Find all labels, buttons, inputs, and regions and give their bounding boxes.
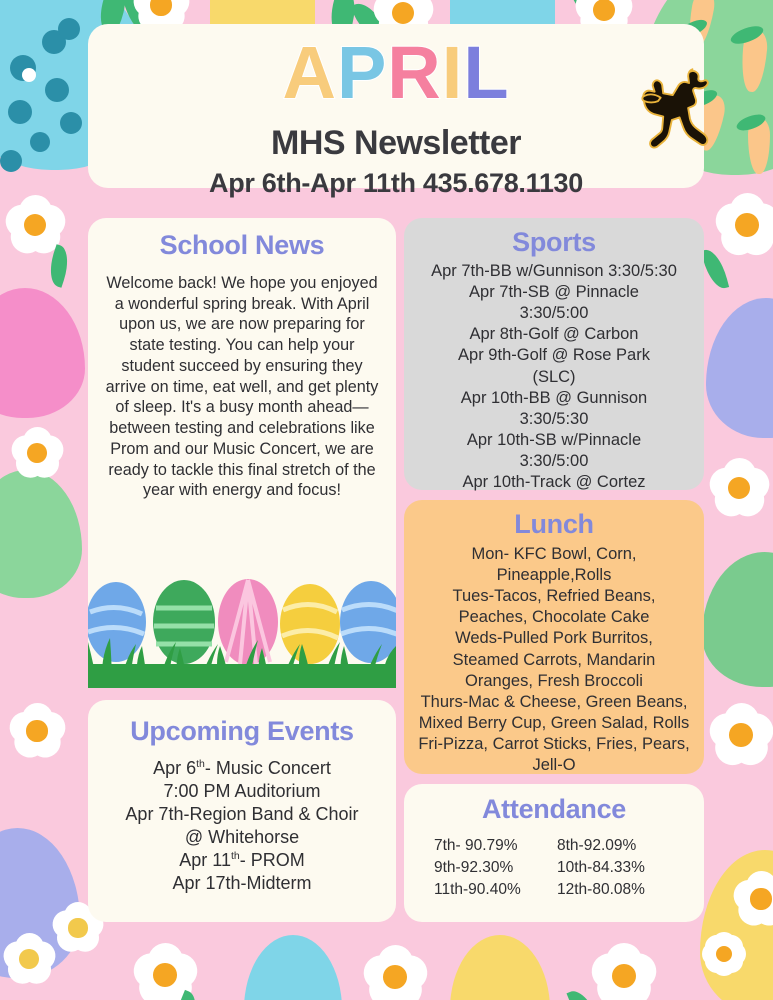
- attendance-cell: 9th-92.30%: [434, 859, 514, 876]
- blue-egg-bottom: [244, 935, 342, 1000]
- lunch-card: [404, 500, 704, 774]
- sports-list: [404, 258, 704, 493]
- green-egg-left: [0, 470, 82, 598]
- lunch-item: Jell-O: [532, 756, 576, 775]
- sports-heading: Sports: [512, 227, 596, 257]
- event-item: Apr 6th- Music Concert: [153, 758, 331, 778]
- daisy-flower: [8, 424, 66, 482]
- sports-item: Apr 10th-SB w/Pinnacle: [466, 430, 642, 449]
- event-item: Apr 11th- PROM: [179, 850, 305, 871]
- lunch-item: Thurs-Mac & Cheese, Green Beans,: [420, 692, 688, 711]
- lunch-item: Mon- KFC Bowl, Corn,: [471, 545, 637, 563]
- april-title: [88, 31, 704, 114]
- event-item: 7:00 PM Auditorium: [163, 781, 321, 802]
- event-item: Apr 7th-Region Band & Choir: [125, 804, 359, 825]
- sports-item: Apr 8th-Golf @ Carbon: [469, 325, 639, 344]
- sports-item: Apr 7th-BB w/Gunnison 3:30/5:30: [431, 262, 677, 280]
- lunch-item: Peaches, Chocolate Cake: [458, 608, 650, 627]
- egg-dot: [45, 78, 69, 102]
- daisy-flower: [360, 942, 430, 1000]
- sports-item: 3:30/5:00: [519, 304, 589, 323]
- sports-card: [404, 218, 704, 490]
- sports-item: 3:30/5:00: [519, 451, 589, 470]
- green-egg-right: [702, 552, 773, 687]
- attendance-cell: 7th- 90.79%: [434, 837, 518, 854]
- magenta-egg: [0, 288, 85, 418]
- easter-eggs-in-grass-illustration: [88, 560, 396, 688]
- lunch-item: Steamed Carrots, Mandarin: [452, 650, 656, 669]
- purple-egg-right: [706, 298, 773, 438]
- attendance-cell: 8th-92.09%: [557, 837, 637, 854]
- school-news-body: Welcome back! We hope you enjoyed a wonderful spring break. With April upon us, we are now preparing for state testing. You can help your student succeed by ensuring they arrive on time, eat well, and get plenty of sleep. It's a busy month ahead—between testing and celebrations like Prom and our Music Concert, we are ready to tackle this final stretch of the year with energy and focus!: [105, 274, 379, 500]
- egg-dot: [60, 112, 82, 134]
- sports-item: (SLC): [532, 367, 576, 386]
- newsletter-header: [88, 24, 704, 198]
- lunch-item: Mixed Berry Cup, Green Salad, Rolls: [418, 713, 690, 732]
- sports-item: Apr 9th-Golf @ Rose Park: [458, 346, 650, 365]
- lunch-list: [404, 540, 704, 776]
- attendance-grid: [404, 825, 704, 899]
- header-date-phone: Apr 6th-Apr 11th 435.678.1130: [209, 168, 583, 198]
- daisy-flower: [706, 700, 773, 770]
- lunch-item: Oranges, Fresh Broccoli: [465, 671, 643, 690]
- egg-dot: [8, 100, 32, 124]
- lunch-item: Fri-Pizza, Carrot Sticks, Fries, Pears,: [418, 734, 690, 753]
- lunch-item: Tues-Tacos, Refried Beans,: [452, 587, 656, 606]
- sports-item: Apr 10th-Track @ Cortez: [462, 473, 646, 492]
- daisy-flower: [6, 700, 68, 762]
- school-news-heading: School News: [159, 230, 325, 260]
- sports-item: Apr 7th-SB @ Pinnacle: [469, 283, 639, 302]
- sports-item: Apr 10th-BB @ Gunnison: [460, 388, 648, 407]
- school-news-scalloped-edge: [88, 688, 396, 700]
- bucking-horse-rider-logo: [640, 66, 726, 162]
- april-letter-r-2: R: [387, 31, 442, 114]
- upcoming-events-heading: Upcoming Events: [130, 716, 354, 746]
- attendance-cell: 11th-90.40%: [434, 881, 521, 898]
- yellow-egg-bottom: [450, 935, 550, 1000]
- page-title: MHS Newsletter: [271, 124, 521, 162]
- event-item: Apr 17th-Midterm: [172, 873, 312, 894]
- april-letter-i-3: I: [441, 31, 464, 114]
- attendance-heading: Attendance: [481, 794, 627, 824]
- daisy-flower: [700, 930, 748, 978]
- lunch-item: Pineapple,Rolls: [496, 566, 612, 585]
- april-letter-p-1: P: [336, 31, 388, 114]
- event-item: @ Whitehorse: [184, 827, 300, 848]
- upcoming-events-card: [88, 700, 396, 922]
- daisy-flower: [730, 868, 773, 930]
- daisy-flower: [712, 190, 773, 260]
- egg-dot: [22, 68, 36, 82]
- daisy-flower: [588, 940, 660, 1000]
- upcoming-events-list: [88, 747, 396, 895]
- attendance-cell: 12th-80.08%: [557, 881, 645, 898]
- egg-dot: [30, 132, 50, 152]
- lunch-item: Weds-Pulled Pork Burritos,: [455, 629, 653, 648]
- april-letter-l-4: L: [463, 31, 510, 114]
- sports-item: 3:30/5:30: [519, 409, 589, 428]
- daisy-flower: [706, 455, 772, 521]
- april-letter-a-0: A: [282, 31, 337, 114]
- egg-dot: [0, 150, 22, 172]
- school-news-card: [88, 218, 396, 688]
- attendance-cell: 10th-84.33%: [557, 859, 645, 876]
- egg-dot: [58, 18, 80, 40]
- attendance-card: [404, 784, 704, 922]
- lunch-heading: Lunch: [514, 509, 594, 539]
